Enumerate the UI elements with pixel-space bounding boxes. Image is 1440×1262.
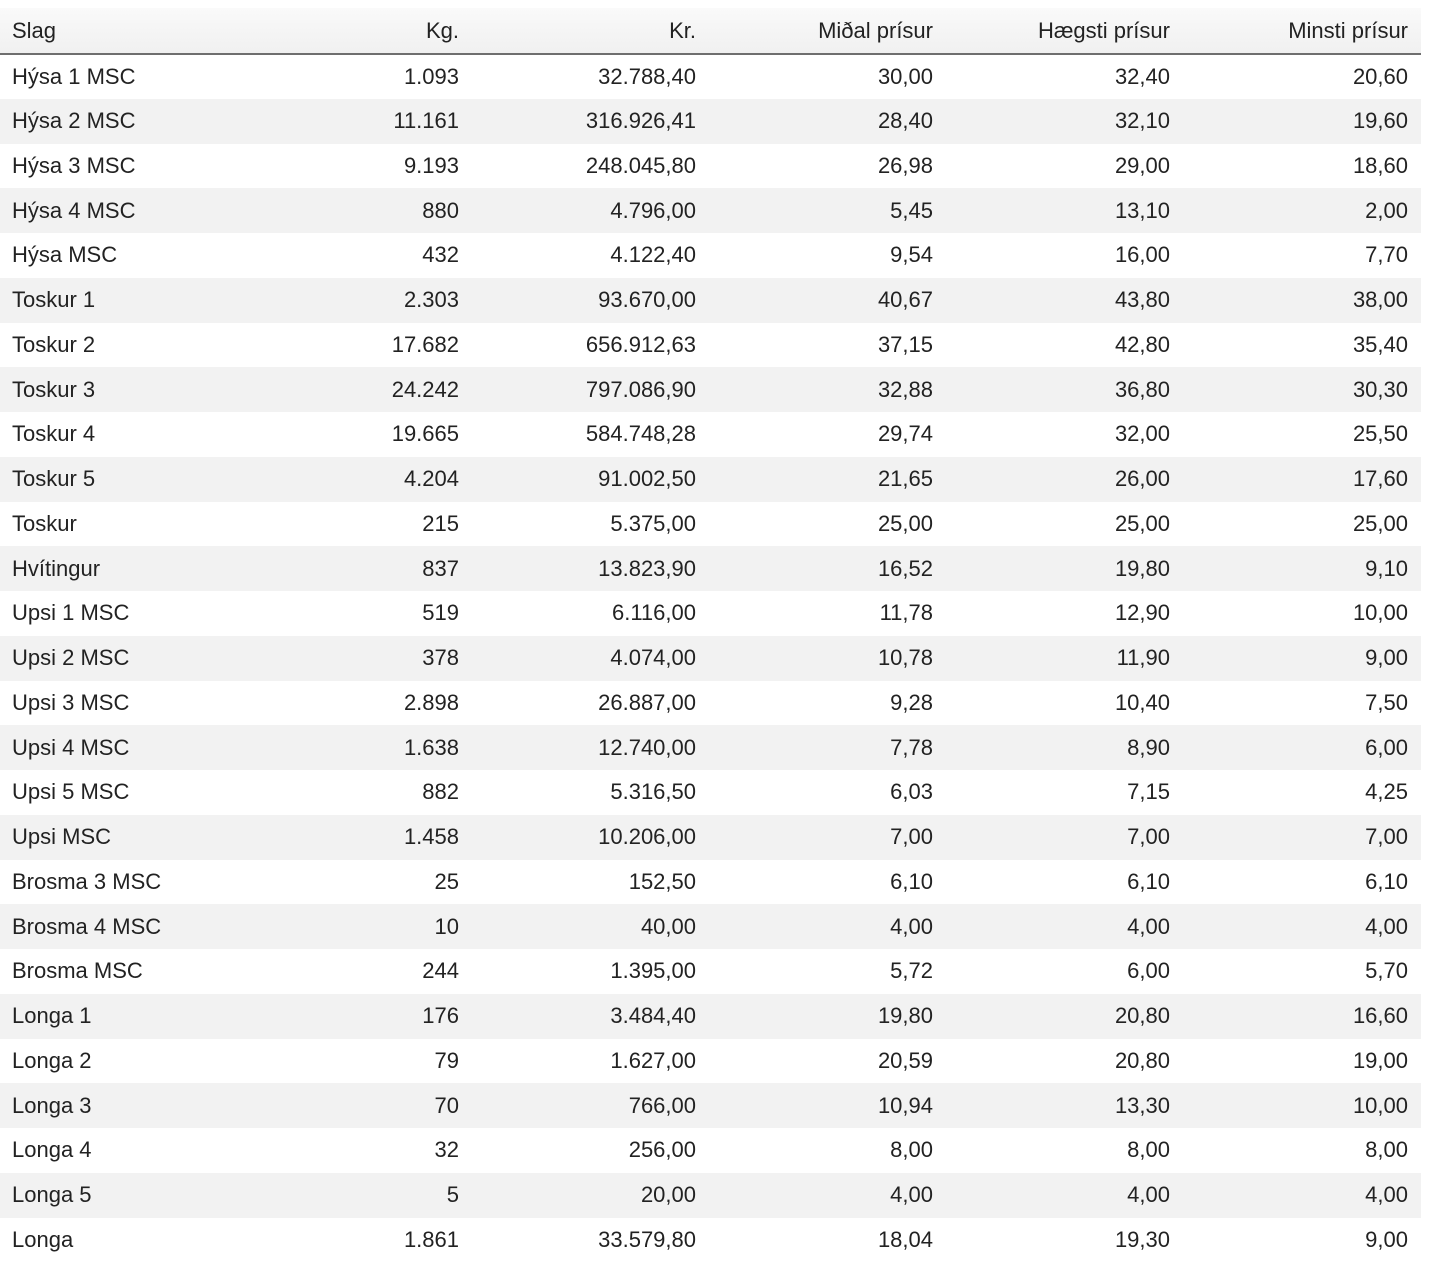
highest-price-cell: 20,80 <box>946 1039 1183 1084</box>
kr-cell: 1.627,00 <box>472 1039 709 1084</box>
kg-cell: 11.161 <box>240 99 472 144</box>
lowest-price-cell: 8,00 <box>1183 1128 1421 1173</box>
kr-cell: 766,00 <box>472 1083 709 1128</box>
slag-cell: Longa 5 <box>0 1173 240 1218</box>
highest-price-cell: 26,00 <box>946 457 1183 502</box>
average-price-cell: 26,98 <box>709 144 946 189</box>
kr-cell: 4.122,40 <box>472 233 709 278</box>
table-row <box>0 502 1421 547</box>
lowest-price-cell: 18,60 <box>1183 144 1421 189</box>
table-row <box>0 233 1421 278</box>
kg-cell: 5 <box>240 1173 472 1218</box>
highest-price-cell: 8,00 <box>946 1128 1183 1173</box>
column-header-lowest-price[interactable]: Minsti prísur <box>1183 8 1421 54</box>
kr-cell: 4.796,00 <box>472 188 709 233</box>
kg-cell: 432 <box>240 233 472 278</box>
average-price-cell: 9,54 <box>709 233 946 278</box>
slag-cell: Longa 1 <box>0 994 240 1039</box>
table-row <box>0 904 1421 949</box>
kg-cell: 176 <box>240 994 472 1039</box>
highest-price-cell: 10,40 <box>946 681 1183 726</box>
highest-price-cell: 13,10 <box>946 188 1183 233</box>
table-row <box>0 457 1421 502</box>
table-row <box>0 412 1421 457</box>
kr-cell: 20,00 <box>472 1173 709 1218</box>
kg-cell: 24.242 <box>240 367 472 412</box>
average-price-cell: 10,78 <box>709 636 946 681</box>
table-row <box>0 323 1421 368</box>
lowest-price-cell: 20,60 <box>1183 54 1421 99</box>
kg-cell: 519 <box>240 591 472 636</box>
table-row <box>0 188 1421 233</box>
kr-cell: 256,00 <box>472 1128 709 1173</box>
kr-cell: 584.748,28 <box>472 412 709 457</box>
kr-cell: 656.912,63 <box>472 323 709 368</box>
highest-price-cell: 7,00 <box>946 815 1183 860</box>
slag-cell: Upsi 2 MSC <box>0 636 240 681</box>
table-row <box>0 1173 1421 1218</box>
slag-cell: Toskur 1 <box>0 278 240 323</box>
slag-cell: Brosma 3 MSC <box>0 860 240 905</box>
slag-cell: Toskur 2 <box>0 323 240 368</box>
lowest-price-cell: 9,00 <box>1183 636 1421 681</box>
highest-price-cell: 29,00 <box>946 144 1183 189</box>
kg-cell: 25 <box>240 860 472 905</box>
slag-cell: Hýsa MSC <box>0 233 240 278</box>
kg-cell: 9.193 <box>240 144 472 189</box>
highest-price-cell: 11,90 <box>946 636 1183 681</box>
table-row <box>0 546 1421 591</box>
highest-price-cell: 16,00 <box>946 233 1183 278</box>
table-row <box>0 636 1421 681</box>
kr-cell: 797.086,90 <box>472 367 709 412</box>
lowest-price-cell: 38,00 <box>1183 278 1421 323</box>
highest-price-cell: 19,30 <box>946 1218 1183 1262</box>
table-row <box>0 54 1421 99</box>
kg-cell: 1.861 <box>240 1218 472 1262</box>
average-price-cell: 20,59 <box>709 1039 946 1084</box>
highest-price-cell: 42,80 <box>946 323 1183 368</box>
slag-cell: Toskur 3 <box>0 367 240 412</box>
highest-price-cell: 6,00 <box>946 949 1183 994</box>
highest-price-cell: 36,80 <box>946 367 1183 412</box>
kr-cell: 93.670,00 <box>472 278 709 323</box>
lowest-price-cell: 25,50 <box>1183 412 1421 457</box>
average-price-cell: 21,65 <box>709 457 946 502</box>
kg-cell: 1.458 <box>240 815 472 860</box>
lowest-price-cell: 7,00 <box>1183 815 1421 860</box>
kg-cell: 2.303 <box>240 278 472 323</box>
lowest-price-cell: 10,00 <box>1183 591 1421 636</box>
lowest-price-cell: 9,00 <box>1183 1218 1421 1262</box>
highest-price-cell: 8,90 <box>946 725 1183 770</box>
average-price-cell: 6,03 <box>709 770 946 815</box>
fish-price-table <box>0 8 1421 1262</box>
kg-cell: 837 <box>240 546 472 591</box>
kr-cell: 13.823,90 <box>472 546 709 591</box>
kr-cell: 6.116,00 <box>472 591 709 636</box>
kr-cell: 91.002,50 <box>472 457 709 502</box>
lowest-price-cell: 19,00 <box>1183 1039 1421 1084</box>
kg-cell: 4.204 <box>240 457 472 502</box>
kg-cell: 79 <box>240 1039 472 1084</box>
table-row <box>0 815 1421 860</box>
table-body <box>0 54 1421 1262</box>
average-price-cell: 5,72 <box>709 949 946 994</box>
kg-cell: 10 <box>240 904 472 949</box>
slag-cell: Upsi 5 MSC <box>0 770 240 815</box>
kg-cell: 378 <box>240 636 472 681</box>
price-table-container <box>0 8 1421 1262</box>
kg-cell: 2.898 <box>240 681 472 726</box>
average-price-cell: 18,04 <box>709 1218 946 1262</box>
slag-cell: Longa 4 <box>0 1128 240 1173</box>
kr-cell: 152,50 <box>472 860 709 905</box>
slag-cell: Upsi MSC <box>0 815 240 860</box>
kr-cell: 3.484,40 <box>472 994 709 1039</box>
kr-cell: 26.887,00 <box>472 681 709 726</box>
average-price-cell: 25,00 <box>709 502 946 547</box>
kg-cell: 17.682 <box>240 323 472 368</box>
lowest-price-cell: 6,10 <box>1183 860 1421 905</box>
table-row <box>0 994 1421 1039</box>
kg-cell: 880 <box>240 188 472 233</box>
average-price-cell: 29,74 <box>709 412 946 457</box>
table-row <box>0 99 1421 144</box>
kr-cell: 4.074,00 <box>472 636 709 681</box>
lowest-price-cell: 7,70 <box>1183 233 1421 278</box>
slag-cell: Hýsa 2 MSC <box>0 99 240 144</box>
kr-cell: 10.206,00 <box>472 815 709 860</box>
lowest-price-cell: 25,00 <box>1183 502 1421 547</box>
lowest-price-cell: 35,40 <box>1183 323 1421 368</box>
lowest-price-cell: 4,00 <box>1183 1173 1421 1218</box>
average-price-cell: 9,28 <box>709 681 946 726</box>
table-row <box>0 278 1421 323</box>
slag-cell: Upsi 3 MSC <box>0 681 240 726</box>
kr-cell: 5.375,00 <box>472 502 709 547</box>
kr-cell: 33.579,80 <box>472 1218 709 1262</box>
lowest-price-cell: 6,00 <box>1183 725 1421 770</box>
slag-cell: Hýsa 4 MSC <box>0 188 240 233</box>
kr-cell: 5.316,50 <box>472 770 709 815</box>
slag-cell: Toskur <box>0 502 240 547</box>
kr-cell: 40,00 <box>472 904 709 949</box>
kg-cell: 19.665 <box>240 412 472 457</box>
table-row <box>0 1039 1421 1084</box>
average-price-cell: 32,88 <box>709 367 946 412</box>
slag-cell: Longa 2 <box>0 1039 240 1084</box>
column-header-kg[interactable]: Kg. <box>240 8 472 54</box>
average-price-cell: 40,67 <box>709 278 946 323</box>
kr-cell: 248.045,80 <box>472 144 709 189</box>
highest-price-cell: 43,80 <box>946 278 1183 323</box>
kg-cell: 1.638 <box>240 725 472 770</box>
lowest-price-cell: 5,70 <box>1183 949 1421 994</box>
highest-price-cell: 20,80 <box>946 994 1183 1039</box>
table-header <box>0 8 1421 54</box>
highest-price-cell: 12,90 <box>946 591 1183 636</box>
lowest-price-cell: 2,00 <box>1183 188 1421 233</box>
average-price-cell: 5,45 <box>709 188 946 233</box>
table-row <box>0 681 1421 726</box>
column-header-kr[interactable]: Kr. <box>472 8 709 54</box>
kg-cell: 244 <box>240 949 472 994</box>
lowest-price-cell: 10,00 <box>1183 1083 1421 1128</box>
average-price-cell: 28,40 <box>709 99 946 144</box>
average-price-cell: 19,80 <box>709 994 946 1039</box>
slag-cell: Upsi 4 MSC <box>0 725 240 770</box>
table-row <box>0 1128 1421 1173</box>
average-price-cell: 8,00 <box>709 1128 946 1173</box>
kg-cell: 882 <box>240 770 472 815</box>
highest-price-cell: 6,10 <box>946 860 1183 905</box>
slag-cell: Toskur 4 <box>0 412 240 457</box>
table-row <box>0 770 1421 815</box>
highest-price-cell: 32,10 <box>946 99 1183 144</box>
highest-price-cell: 13,30 <box>946 1083 1183 1128</box>
highest-price-cell: 32,00 <box>946 412 1183 457</box>
header-row <box>0 8 1421 54</box>
column-header-average-price[interactable]: Miðal prísur <box>709 8 946 54</box>
lowest-price-cell: 9,10 <box>1183 546 1421 591</box>
highest-price-cell: 19,80 <box>946 546 1183 591</box>
average-price-cell: 7,78 <box>709 725 946 770</box>
slag-cell: Toskur 5 <box>0 457 240 502</box>
column-header-slag[interactable]: Slag <box>0 8 240 54</box>
table-row <box>0 860 1421 905</box>
kr-cell: 12.740,00 <box>472 725 709 770</box>
slag-cell: Brosma 4 MSC <box>0 904 240 949</box>
slag-cell: Hýsa 1 MSC <box>0 54 240 99</box>
lowest-price-cell: 4,25 <box>1183 770 1421 815</box>
kg-cell: 1.093 <box>240 54 472 99</box>
average-price-cell: 30,00 <box>709 54 946 99</box>
kr-cell: 1.395,00 <box>472 949 709 994</box>
average-price-cell: 7,00 <box>709 815 946 860</box>
highest-price-cell: 32,40 <box>946 54 1183 99</box>
average-price-cell: 4,00 <box>709 904 946 949</box>
table-row <box>0 1083 1421 1128</box>
lowest-price-cell: 7,50 <box>1183 681 1421 726</box>
highest-price-cell: 7,15 <box>946 770 1183 815</box>
average-price-cell: 6,10 <box>709 860 946 905</box>
table-row <box>0 591 1421 636</box>
table-row <box>0 367 1421 412</box>
slag-cell: Brosma MSC <box>0 949 240 994</box>
slag-cell: Hvítingur <box>0 546 240 591</box>
table-row <box>0 1218 1421 1262</box>
column-header-highest-price[interactable]: Hægsti prísur <box>946 8 1183 54</box>
average-price-cell: 10,94 <box>709 1083 946 1128</box>
lowest-price-cell: 16,60 <box>1183 994 1421 1039</box>
slag-cell: Longa <box>0 1218 240 1262</box>
table-row <box>0 725 1421 770</box>
slag-cell: Upsi 1 MSC <box>0 591 240 636</box>
average-price-cell: 4,00 <box>709 1173 946 1218</box>
average-price-cell: 37,15 <box>709 323 946 368</box>
kg-cell: 70 <box>240 1083 472 1128</box>
kg-cell: 32 <box>240 1128 472 1173</box>
highest-price-cell: 25,00 <box>946 502 1183 547</box>
highest-price-cell: 4,00 <box>946 904 1183 949</box>
kr-cell: 316.926,41 <box>472 99 709 144</box>
average-price-cell: 16,52 <box>709 546 946 591</box>
table-row <box>0 144 1421 189</box>
slag-cell: Hýsa 3 MSC <box>0 144 240 189</box>
lowest-price-cell: 19,60 <box>1183 99 1421 144</box>
highest-price-cell: 4,00 <box>946 1173 1183 1218</box>
lowest-price-cell: 4,00 <box>1183 904 1421 949</box>
kg-cell: 215 <box>240 502 472 547</box>
kr-cell: 32.788,40 <box>472 54 709 99</box>
lowest-price-cell: 17,60 <box>1183 457 1421 502</box>
lowest-price-cell: 30,30 <box>1183 367 1421 412</box>
average-price-cell: 11,78 <box>709 591 946 636</box>
slag-cell: Longa 3 <box>0 1083 240 1128</box>
table-row <box>0 949 1421 994</box>
